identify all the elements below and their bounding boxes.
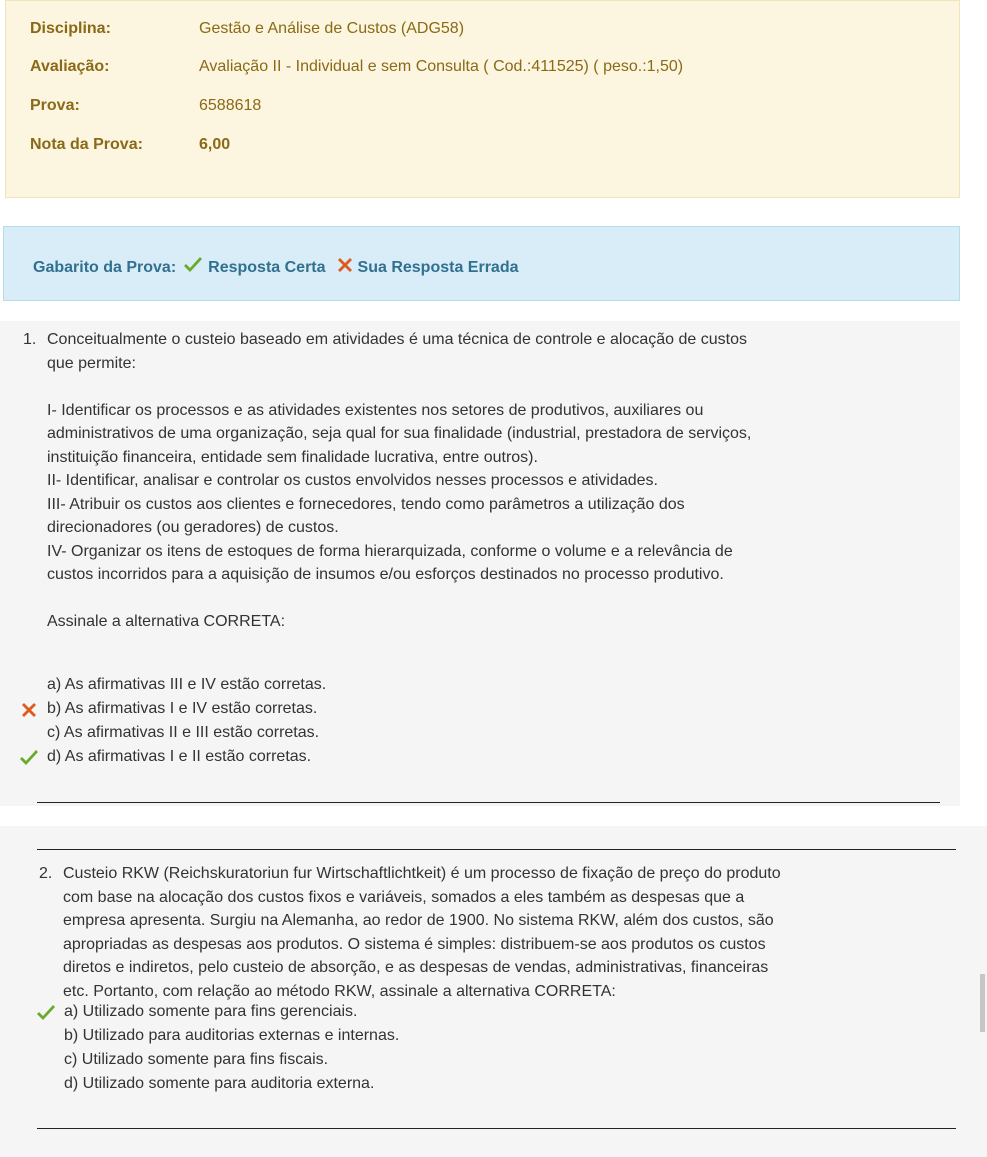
question-line: Conceitualmente o custeio baseado em atividades é uma técnica de controle e alocação de custos	[47, 331, 747, 348]
info-label: Disciplina:	[30, 20, 111, 37]
question-divider	[37, 1128, 956, 1129]
question-line: IV- Organizar os itens de estoques de forma hierarquizada, conforme o volume e a relevância de	[47, 542, 733, 560]
alternative-b[interactable]: b) As afirmativas I e IV estão corretas.	[47, 700, 318, 717]
question-divider	[37, 802, 940, 803]
x-mark-icon	[336, 256, 354, 279]
info-value: Gestão e Análise de Custos (ADG58)	[199, 20, 465, 37]
question-1	[0, 321, 960, 806]
alternative-a[interactable]: a) As afirmativas III e IV estão corretas.	[47, 676, 327, 693]
alternative-b[interactable]: b) Utilizado para auditorias externas e internas.	[64, 1027, 400, 1044]
question-line: empresa apresenta. Surgiu na Alemanha, ao redor de 1900. No sistema RKW, além dos custos, são	[63, 912, 774, 929]
info-label: Nota da Prova:	[30, 136, 143, 153]
question-line: diretos e indiretos, pelo custeio de absorção, e as despesas de vendas, administrativas, financeiras	[63, 959, 769, 976]
checkmark-icon	[182, 256, 204, 279]
alternative-c[interactable]: c) As afirmativas II e III estão corretas.	[47, 724, 320, 741]
question-divider	[37, 849, 956, 850]
info-value: 6,00	[199, 136, 231, 153]
info-label: Prova:	[30, 97, 80, 114]
scrollbar-thumb[interactable]	[980, 974, 985, 1032]
question-line: custos incorridos para a aquisição de insumos e/ou esforços destinados no processo produtivo.	[47, 566, 724, 583]
question-line	[47, 587, 751, 611]
legend-wrong-label: Sua Resposta Errada	[357, 258, 519, 276]
question-number: 1.	[23, 331, 37, 348]
checkmark-icon	[35, 1004, 57, 1027]
exam-info-panel	[5, 0, 960, 198]
answer-key-legend	[3, 226, 960, 301]
question-text	[63, 862, 781, 1003]
info-value: Avaliação II - Individual e sem Consulta ( Cod.:411525) ( peso.:1,50)	[199, 58, 684, 75]
question-line: Custeio RKW (Reichskuratoriun fur Wirtschaftlichtkeit) é um processo de fixação de preço do produto	[63, 865, 781, 882]
alternative-d[interactable]: d) Utilizado somente para auditoria externa.	[64, 1075, 375, 1092]
question-line: II- Identificar, analisar e controlar os custos envolvidos nesses processos e atividades.	[47, 472, 658, 489]
checkmark-icon	[18, 749, 40, 772]
question-2	[0, 826, 987, 1157]
legend-title: Gabarito da Prova:	[33, 258, 177, 276]
question-line: etc. Portanto, com relação ao método RKW, assinale a alternativa CORRETA:	[63, 982, 616, 1000]
question-line: que permite:	[47, 354, 136, 372]
question-line: instituição financeira, entidade sem finalidade lucrativa, entre outros).	[47, 448, 538, 466]
x-mark-icon	[20, 701, 38, 724]
question-line: Assinale a alternativa CORRETA:	[47, 613, 286, 630]
question-number: 2.	[39, 865, 53, 882]
question-line: I- Identificar os processos e as atividades existentes nos setores de produtivos, auxiliares ou	[47, 401, 704, 419]
legend-correct-label: Resposta Certa	[208, 258, 326, 276]
question-line: III- Atribuir os custos aos clientes e fornecedores, tendo como parâmetros a utilização dos	[47, 495, 685, 513]
question-line: administrativos de uma organização, seja qual for sua finalidade (industrial, prestadora de serviços,	[47, 425, 752, 442]
info-value: 6588618	[199, 97, 262, 114]
alternative-a[interactable]: a) Utilizado somente para fins gerenciais.	[64, 1003, 358, 1020]
alternative-d[interactable]: d) As afirmativas I e II estão corretas.	[47, 748, 312, 765]
question-line: direcionadores (ou geradores) de custos.	[47, 519, 339, 536]
question-line: apropriadas as despesas aos produtos. O sistema é simples: distribuem-se aos produtos os custos	[63, 935, 766, 953]
question-text	[47, 328, 751, 634]
info-label: Avaliação:	[30, 58, 110, 75]
question-line	[47, 375, 751, 399]
question-line: com base na alocação dos custos fixos e variáveis, somados a eles também as despesas que a	[63, 888, 745, 906]
alternative-c[interactable]: c) Utilizado somente para fins fiscais.	[64, 1051, 329, 1068]
